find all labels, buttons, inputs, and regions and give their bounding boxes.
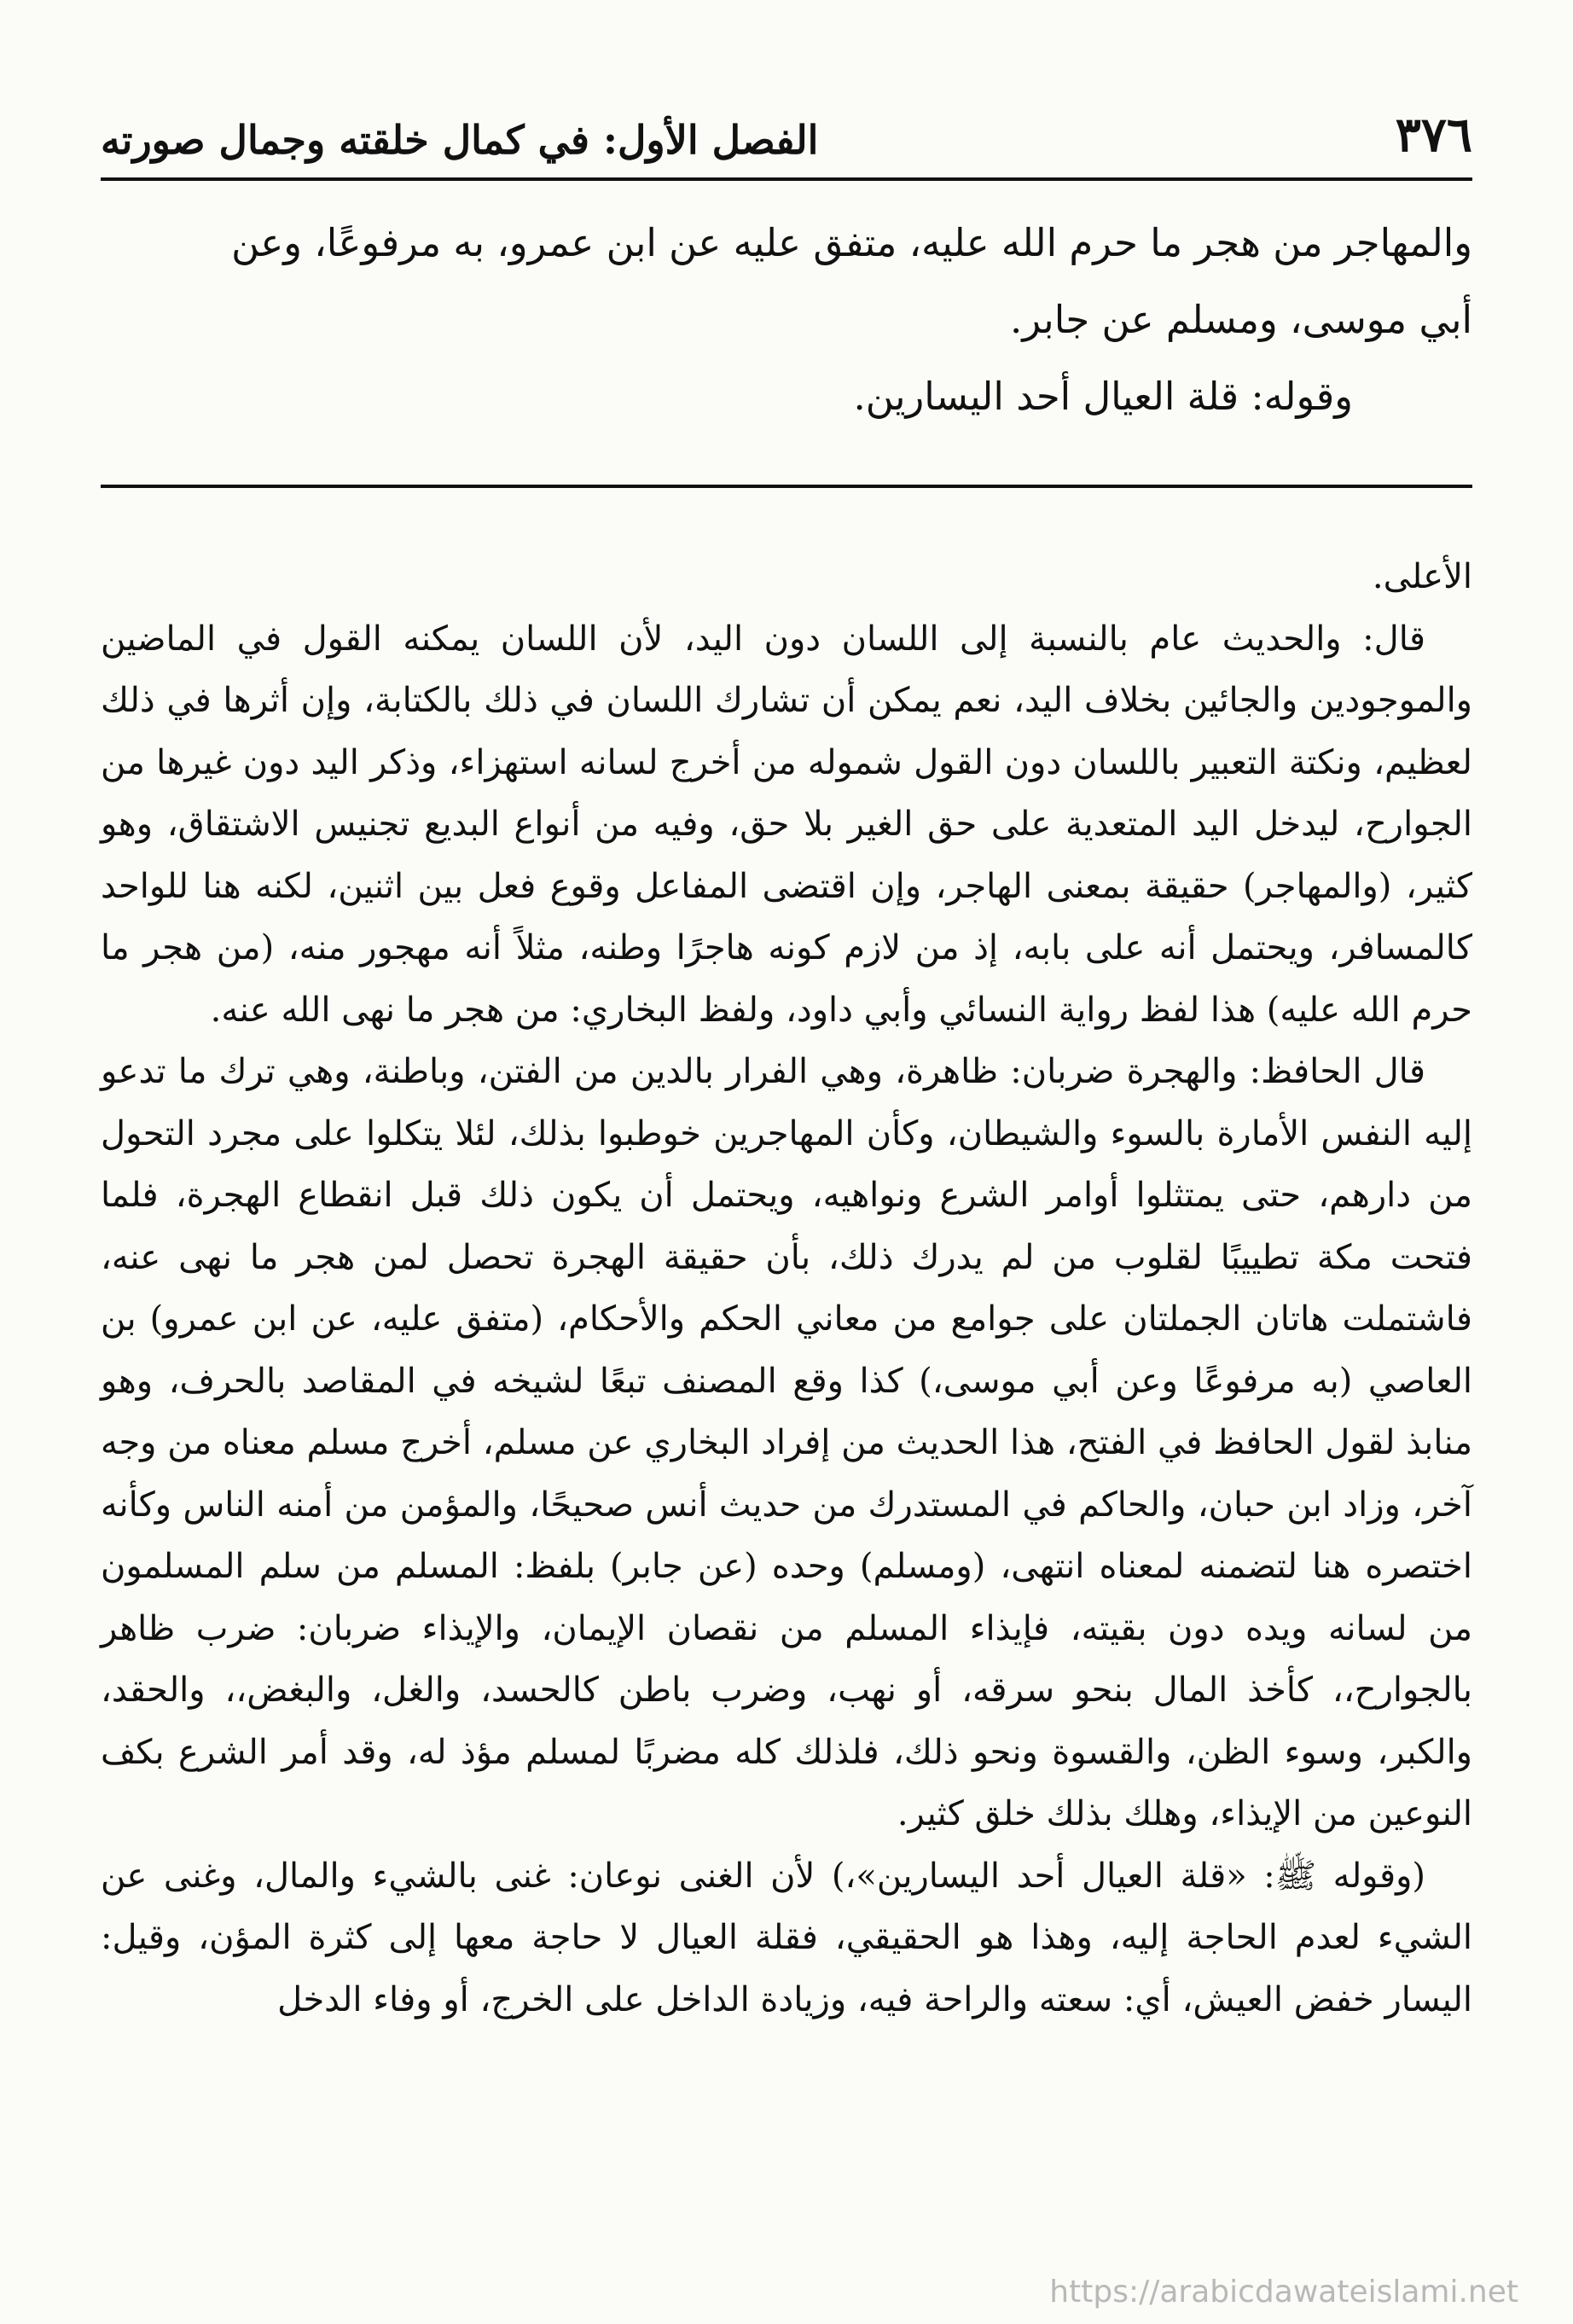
hadith-text [101, 205, 1472, 435]
page-number: ٣٧٦ [1395, 107, 1472, 163]
header-divider [101, 177, 1472, 181]
commentary-text [101, 546, 1472, 2031]
commentary-opening: الأعلى. [1372, 557, 1472, 596]
watermark-url: https://arabicdawateislami.net [1049, 2275, 1518, 2309]
commentary-paragraph: (وقوله ﷺ: «قلة العيال أحد اليسارين»،) لأن الغنى نوعان: غنى بالشيء والمال، وغنى عن الشيء لعدم الحاجة إليه، وهذا هو الحقيقي، فقلة العيال لا حاجة معها إلى كثرة المؤن، وقيل: اليسار خفض العيش، أي: سعته والراحة فيه، وزيادة الداخل على الخرج، أو وفاء الدخل [101, 1856, 1472, 2019]
section-divider [101, 485, 1472, 488]
commentary-paragraph: قال: والحديث عام بالنسبة إلى اللسان دون اليد، لأن اللسان يمكنه القول في الماضين والموجودين والجائين بخلاف اليد، نعم يمكن أن تشارك اللسان في ذلك بالكتابة، وإن أثرها في ذلك لعظيم، ونكتة التعبير باللسان دون القول شموله من أخرج لسانه استهزاء، وذكر اليد دون غيرها من الجوارح، ليدخل اليد المتعدية على حق الغير بلا حق، وفيه من أنواع البديع تجنيس الاشتقاق، وهو كثير، (والمهاجر) حقيقة بمعنى الهاجر، وإن اقتضى المفاعل وقوع فعل بين اثنين، لكنه هنا للواحد كالمسافر، ويحتمل أنه على بابه، إذ من لازم كونه هاجرًا وطنه، مثلاً أنه مهجور منه، (من هجر ما حرم الله عليه) هذا لفظ رواية النسائي وأبي داود، ولفظ البخاري: من هجر ما نهى الله عنه. [101, 619, 1472, 1030]
page-header [101, 90, 1472, 163]
hadith-line: والمهاجر من هجر ما حرم الله عليه، متفق عليه عن ابن عمرو، به مرفوعًا، وعن [231, 220, 1472, 265]
hadith-line: أبي موسى، ومسلم عن جابر. [1010, 297, 1472, 342]
hadith-line: وقوله: قلة العيال أحد اليسارين. [853, 374, 1353, 419]
running-title: الفصل الأول: في كمال خلقته وجمال صورته [101, 117, 819, 163]
commentary-paragraph: قال الحافظ: والهجرة ضربان: ظاهرة، وهي الفرار بالدين من الفتن، وباطنة، وهي ترك ما تدعو إليه النفس الأمارة بالسوء والشيطان، وكأن المهاجرين خوطبوا بذلك، لئلا يتكلوا على مجرد التحول من دارهم، حتى يمتثلوا أوامر الشرع ونواهيه، ويحتمل أن يكون ذلك قبل انقطاع الهجرة، فلما فتحت مكة تطييبًا لقلوب من لم يدرك ذلك، بأن حقيقة الهجرة تحصل لمن هجر ما نهى عنه، فاشتملت هاتان الجملتان على جوامع من معاني الحكم والأحكام، (متفق عليه، عن ابن عمرو) بن العاصي (به مرفوعًا وعن أبي موسى،) كذا وقع المصنف تبعًا لشيخه في المقاصد بالحرف، وهو منابذ لقول الحافظ في الفتح، هذا الحديث من إفراد البخاري عن مسلم، أخرج مسلم معناه من وجه آخر، وزاد ابن حبان، والحاكم في المستدرك من حديث أنس صحيحًا، والمؤمن من أمنه الناس وكأنه اختصره هنا لتضمنه لمعناه انتهى، (ومسلم) وحده (عن جابر) بلفظ: المسلم من سلم المسلمون من لسانه ويده دون بقيته، فإيذاء المسلم من نقصان الإيمان، والإيذاء ضربان: ضرب ظاهر بالجوارح،، كأخذ المال بنحو سرقه، أو نهب، وضرب باطن كالحسد، والغل، والبغض،، والحقد، والكبر، وسوء الظن، والقسوة ونحو ذلك، فلذلك كله مضربًا لمسلم مؤذ له، وقد أمر الشرع بكف النوعين من الإيذاء، وهلك بذلك خلق كثير. [101, 1052, 1472, 1833]
